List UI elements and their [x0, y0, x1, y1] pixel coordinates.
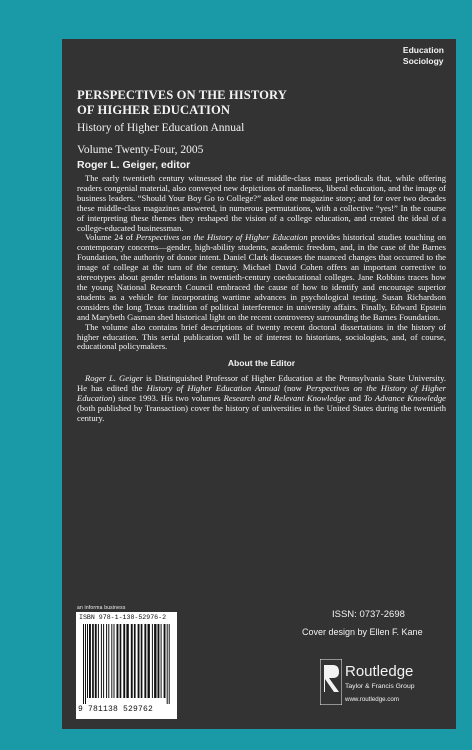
isbn-digits: 9 781138 529762 [78, 705, 154, 714]
issn: ISSN: 0737-2698 [332, 609, 405, 620]
text-run: Volume 24 of [85, 232, 136, 243]
barcode-bar [154, 624, 156, 698]
text-panel [62, 39, 456, 729]
barcode-bar [103, 624, 104, 698]
description-paragraph [77, 233, 446, 322]
barcode-bar [95, 624, 97, 698]
informa-tagline: an informa business [77, 605, 126, 611]
series-title-line: PERSPECTIVES ON THE HISTORY [77, 88, 287, 102]
subject-category: Education [402, 45, 444, 55]
series-subtitle: History of Higher Education Annual [77, 122, 245, 134]
cover-design-credit: Cover design by Ellen F. Kane [302, 627, 423, 637]
barcode-bar [152, 624, 153, 698]
subject-categories [403, 45, 444, 67]
text-run: is Distinguished Professor of Higher Education at the Pennsylvania State University. He has edited the [77, 373, 446, 394]
description [77, 174, 446, 424]
about-editor-heading: About the Editor [227, 358, 296, 369]
book-title: Perspectives on the History of Higher Education [77, 383, 446, 404]
barcode-bar [85, 624, 86, 704]
text-run: provides historical studies touching on contemporary concerns—gender, high-ability students, academic freedom, and, in the case of the Barnes Foundation, the authority of donor intent. Daniel Clark discusses the nuanced changes that occurred to the image of college at the turn of the century. Michael David Cohen offers an important corrective to stereotypes about gender relations in twentieth-century coeducational colleges. Jane Robbins traces how the young National Research Council embraced the cause of how to identify and encourage superior students as a vehicle for incorporating wartime advances in psychological testing. Susan Richardson considers the long Texas tradition of political interference in university affairs. Finally, Edward Epstein and Marybeth Gasman shed historical light on the recent controversy surrounding the Barnes Foundation. [77, 232, 447, 322]
book-title: Perspectives on the History of Higher Education [135, 232, 308, 243]
barcode-bar [89, 624, 91, 698]
description-paragraph: The volume also contains brief descriptions of twenty recent doctoral dissertations in the history of higher education. This serial publication will be of interest to historians, sociologists, and, of course, educational policymakers. [77, 321, 446, 352]
editor-bio [77, 374, 446, 424]
barcode-bar [167, 624, 168, 704]
publisher-group: Taylor & Francis Group [345, 683, 415, 690]
barcode-bar [148, 624, 150, 698]
volume-info: Volume Twenty-Four, 2005 [77, 144, 204, 156]
publisher-name: Routledge [345, 663, 414, 680]
barcode-bar [108, 624, 109, 698]
barcode-bar [126, 624, 128, 698]
barcode-bar [101, 624, 102, 698]
description-paragraph: The early twentieth century witnessed the rise of middle-class mass periodicals that, while offering readers congenial material, also conveyed new depictions of manliness, liberal education, and the image of business leaders. “Should Your Boy Go to College?” asked one magazine story; and for over two decades these middle-class magazines answered, in numerous permutations, with a collective “yes!” In the course of interpreting these themes they reshaped the vision of a college education, and created the ideal of a college-educated businessman. [77, 173, 446, 233]
book-title: To Advance Knowledge [363, 393, 446, 404]
barcode-bar [106, 624, 107, 698]
barcode-bar [87, 624, 88, 698]
text-run: and [345, 393, 364, 404]
barcode-bars [83, 624, 171, 704]
editor-name: Roger L. Geiger [85, 373, 143, 384]
publisher-url: www.routledge.com [345, 696, 399, 703]
text-run: (both published by Transaction) cover the history of universities in the United States during the twentieth century. [77, 402, 446, 423]
book-title: Research and Relevant Knowledge [223, 393, 346, 404]
barcode-bar [161, 624, 162, 698]
routledge-logo [320, 659, 450, 709]
barcode [76, 612, 177, 719]
barcode-bar [131, 624, 133, 698]
barcode-bar [98, 624, 99, 698]
barcode-bar [164, 624, 166, 698]
book-title: History of Higher Education Annual [146, 383, 280, 394]
barcode-bar [144, 624, 146, 698]
barcode-bar [83, 624, 84, 704]
routledge-r-icon [320, 659, 342, 705]
barcode-bar [138, 624, 140, 698]
barcode-bar [111, 624, 112, 698]
barcode-bar [169, 624, 170, 704]
isbn-label: ISBN 978-1-138-52976-2 [79, 614, 167, 621]
text-run: ) since 1993. His two volumes [112, 393, 224, 404]
series-title-line: OF HIGHER EDUCATION [77, 103, 231, 117]
editor-credit: Roger L. Geiger, editor [77, 159, 191, 171]
barcode-bar [92, 624, 94, 698]
barcode-bar [123, 624, 125, 698]
barcode-bar [120, 624, 122, 698]
barcode-bar [158, 624, 160, 698]
barcode-bar [141, 624, 143, 698]
subject-category: Sociology [402, 56, 444, 66]
barcode-bar [134, 624, 136, 698]
text-run: (now [279, 383, 306, 394]
barcode-bar [117, 624, 119, 698]
barcode-bar [114, 624, 115, 698]
series-title [77, 88, 446, 118]
